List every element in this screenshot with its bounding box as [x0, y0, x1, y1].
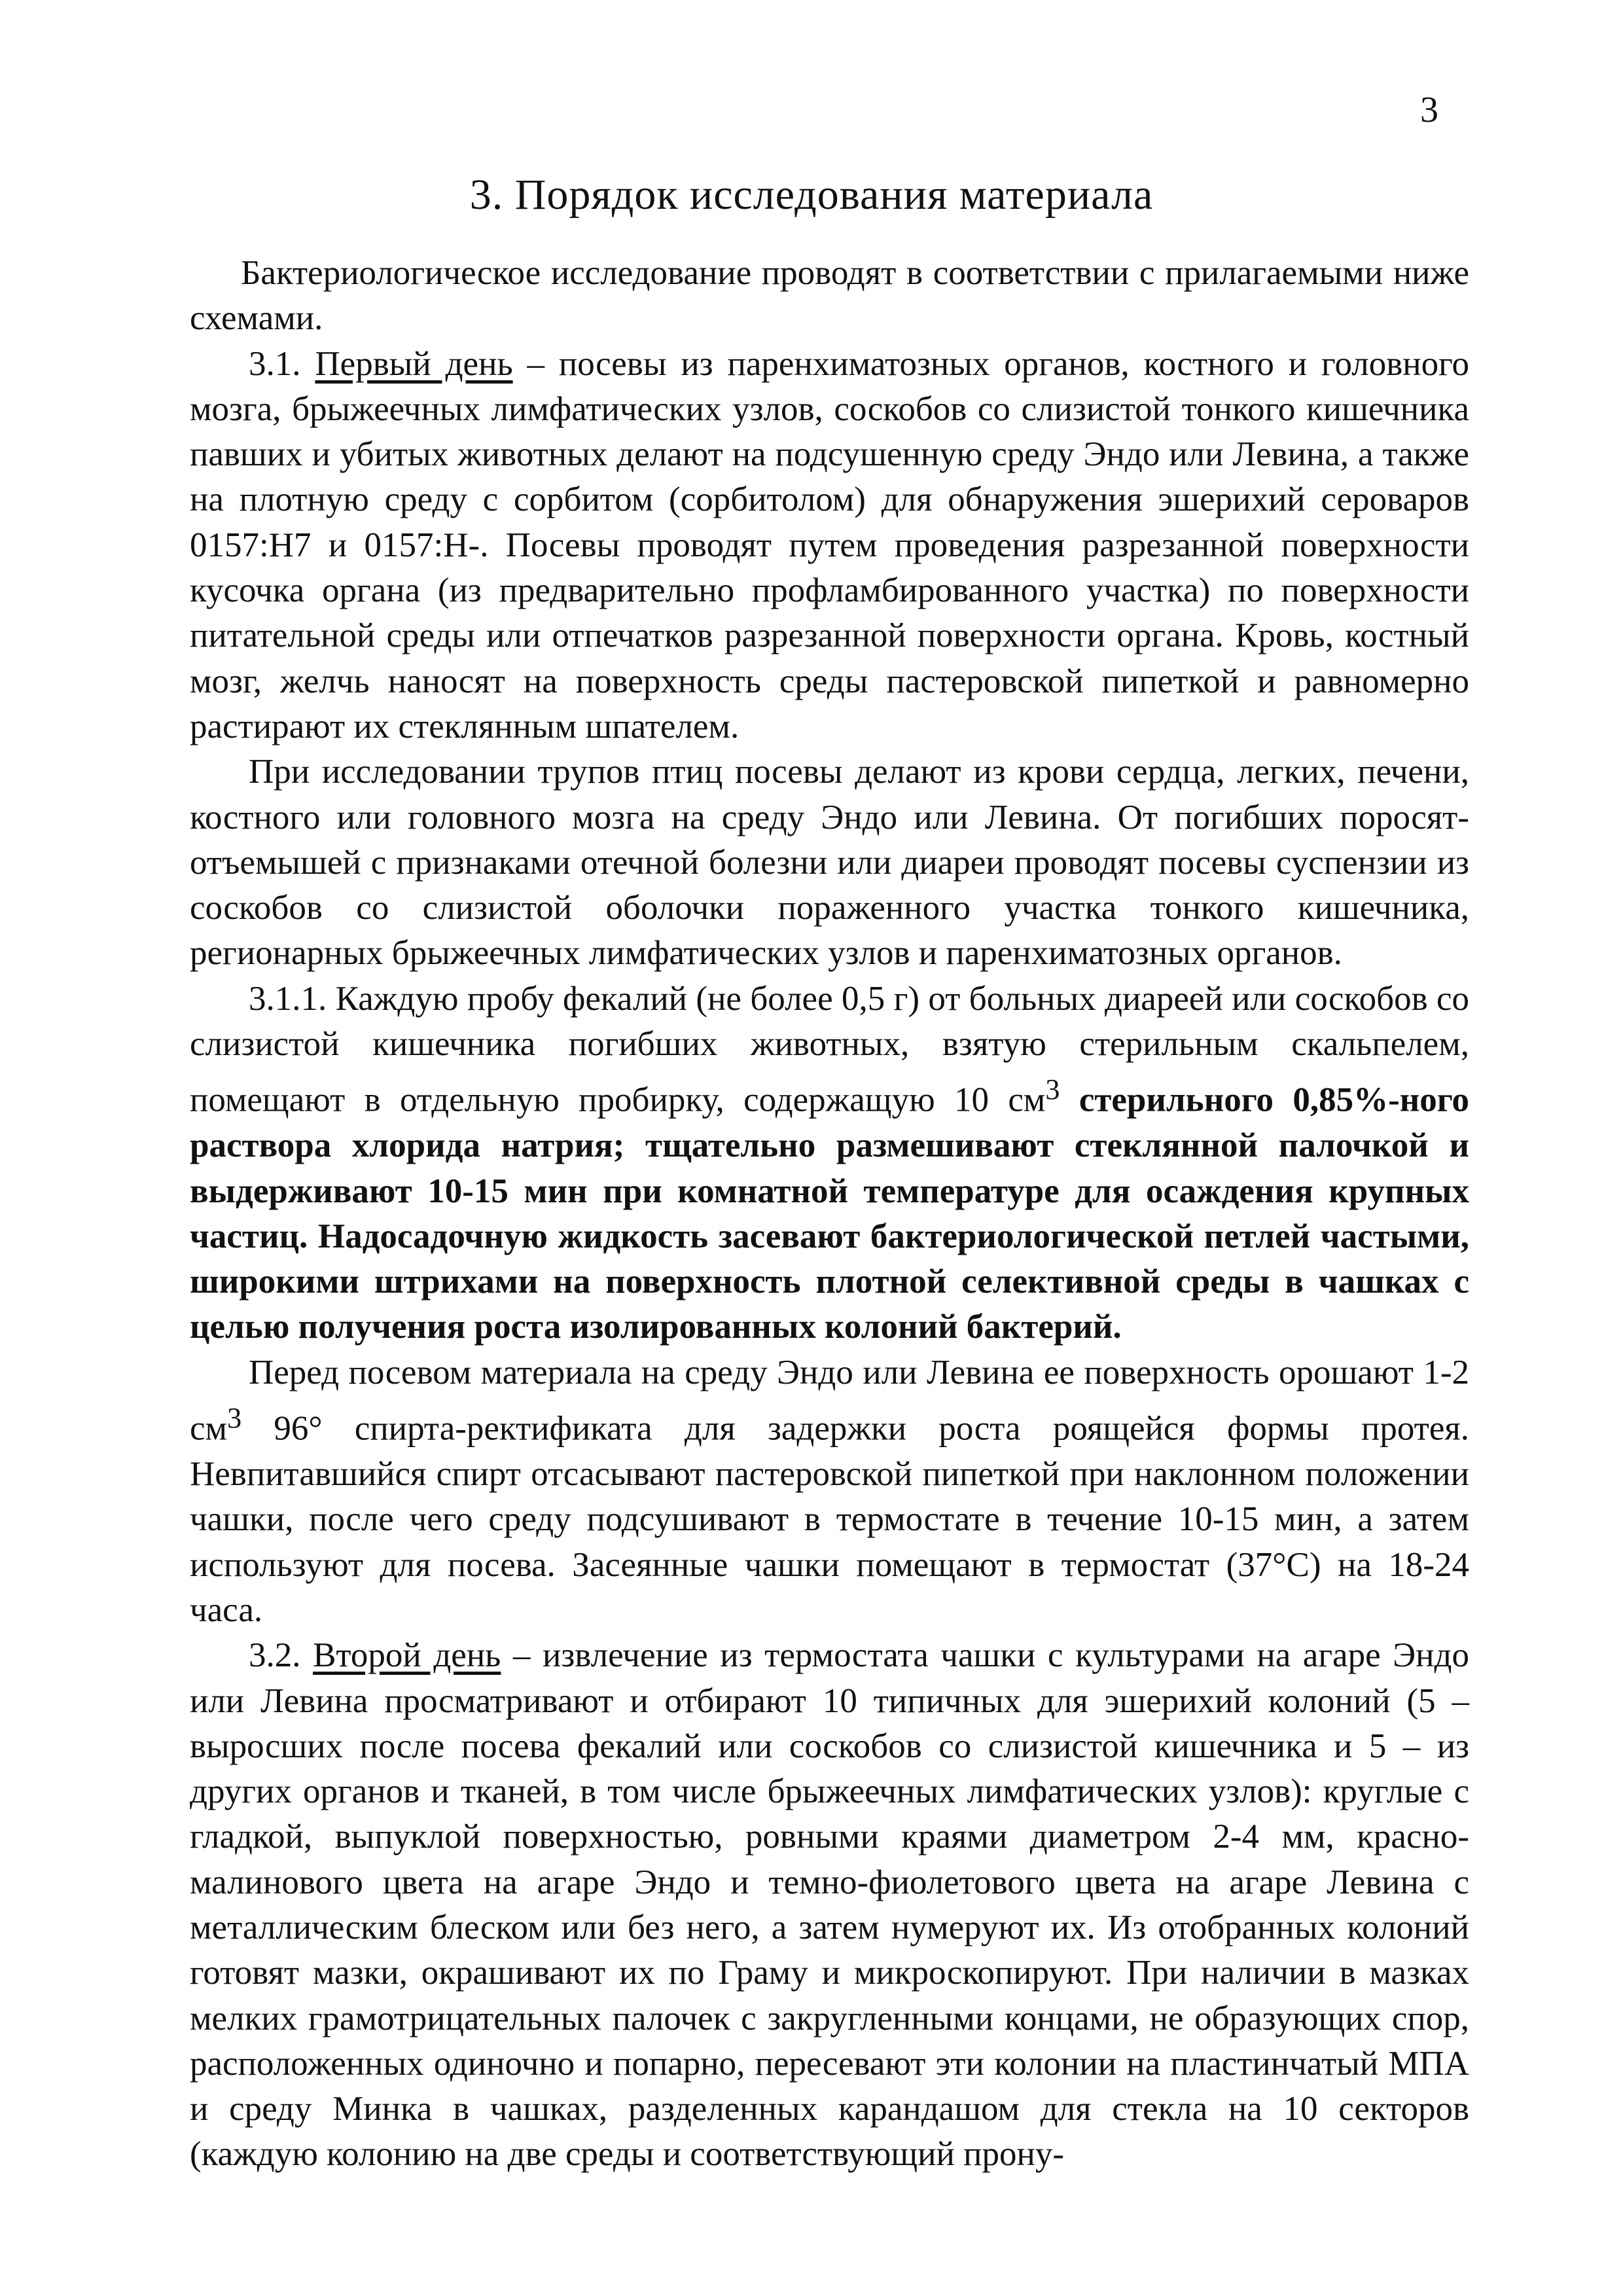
section-3-1-paragraph — [190, 342, 1469, 750]
cubic-superscript: 3 — [227, 1402, 242, 1435]
document-body — [190, 251, 1469, 2178]
section-3-1-label: Первый день — [315, 344, 513, 383]
section-3-2-number: 3.2. — [249, 1636, 301, 1675]
section-3-1-1-text-part2: стерильного 0,85%-ного раствора хлорида натрия; тщательно размешивают стеклянной палочкой и выдерживают 10-15 мин при комнатной температуре для осаждения крупных частиц. Надосадочную жидкость засевают бактериологической петлей частыми, широкими штрихами на поверхность плотной селективной среды в чашках с целью получения роста изолированных колоний бактерий. — [190, 1081, 1469, 1346]
section-3-2-text: – извлечение из термостата чашки с культурами на агаре Эндо или Левина просматривают и отбирают 10 типичных для эшерихий колоний (5 – выросших после посева фекалий или соскобов со слизистой кишечника и 5 – из других органов и тканей, в том числе брыжеечных лимфатических узлов): круглые с гладкой, выпуклой поверхностью, ровными краями диаметром 2-4 мм, красно-малинового цвета на агаре Эндо и темно-фиолетового цвета на агаре Левина с металлическим блеском или без него, а затем нумеруют их. Из отобранных колоний готовят мазки, окрашивают их по Граму и микроскопируют. При наличии в мазках мелких грамотрицательных палочек с закругленными концами, не образующих спор, расположенных одиночно и попарно, пересевают эти колонии на пластинчатый МПА и среду Минка в чашках, разделенных карандашом для стекла на 10 секторов (каждую колонию на две среды и соответствующий прону- — [190, 1636, 1469, 2174]
section-3-2-label: Второй день — [313, 1636, 501, 1675]
section-3-1-number: 3.1. — [249, 344, 301, 383]
birds-paragraph: При исследовании трупов птиц посевы делают из крови сердца, легких, печени, костного или головного мозга на среду Эндо или Левина. От погибших поросят-отъемышей с признаками отечной болезни или диареи проводят посевы суспензии из соскобов со слизистой оболочки пораженного участка тонкого кишечника, регионарных брыжеечных лимфатических узлов и паренхиматозных органов. — [190, 753, 1469, 973]
section-3-1-1-paragraph — [190, 977, 1469, 1350]
intro-paragraph: Бактериологическое исследование проводят в соответствии с прилагаемыми ниже схемами. — [190, 254, 1469, 338]
section-3-2-paragraph — [190, 1633, 1469, 2178]
page-number: 3 — [1420, 90, 1438, 130]
cubic-superscript: 3 — [1045, 1073, 1060, 1106]
before-sowing-paragraph — [190, 1350, 1469, 1633]
before-sowing-text-part2: 96° спирта-ректификата для задержки роста роящейся формы протея. Невпитавшийся спирт отсасывают пастеровской пипеткой при наклонном положении чашки, после чего среду подсушивают в термостате в течение 10-15 мин, а затем используют для посева. Засеянные чашки помещают в термостат (37°С) на 18-24 часа. — [190, 1409, 1469, 1629]
section-3-1-text: – посевы из паренхиматозных органов, костного и головного мозга, брыжеечных лимфатических узлов, соскобов со слизистой тонкого кишечника павших и убитых животных делают на подсушенную среду Эндо или Левина, а также на плотную среду с сорбитом (сорбитолом) для обнаружения эшерихий сероваров 0157:Н7 и 0157:Н-. Посевы проводят путем проведения разрезанной поверхности кусочка органа (из предварительно профламбированного участка) по поверхности питательной среды или отпечатков разрезанной поверхности органа. Кровь, костный мозг, желчь наносят на поверхность среды пастеровской пипеткой и равномерно растирают их стеклянным шпателем. — [190, 344, 1470, 745]
section-3-1-1-text-part1: 3.1.1. Каждую пробу фекалий (не более 0,5 г) от больных диареей или соскобов со слизистой кишечника погибших животных, взятую стерильным скальпелем, помещают в отдельную пробирку, содержащую 10 см — [190, 979, 1469, 1119]
before-sowing-text-part1: Перед посевом материала на среду Эндо или Левина ее поверхность орошают 1-2 см — [190, 1353, 1469, 1448]
section-heading: 3. Порядок исследования материала — [469, 171, 1154, 219]
